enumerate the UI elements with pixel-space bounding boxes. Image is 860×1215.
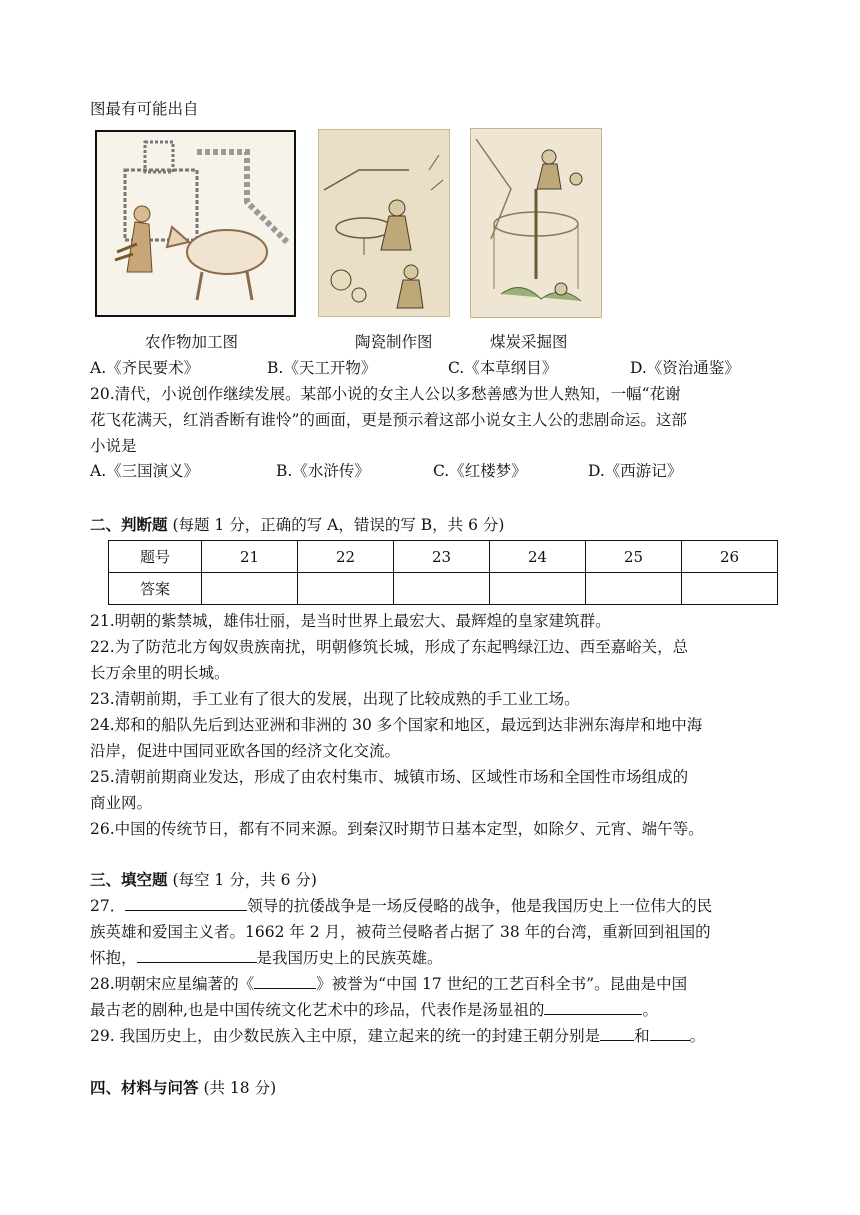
porcelain-making-illustration: [318, 129, 450, 317]
q29-middle: 和: [634, 1027, 650, 1045]
q28-line-1: [90, 972, 687, 994]
q20-line-2: 花飞花满天，红消香断有谁怜”的画面，更是预示着这部小说女主人公的悲剧命运。这部: [90, 411, 687, 429]
q19-option-b[interactable]: B.《天工开物》: [267, 359, 377, 377]
q20-option-a[interactable]: A.《三国演义》: [90, 462, 200, 480]
q19-stem-tail: 图最有可能出自: [90, 100, 199, 118]
q27-l3-suffix: 是我国历史上的民族英雄。: [256, 949, 443, 967]
answer-cell-24[interactable]: [490, 573, 586, 605]
q28-suffix: 》被誉为“中国 17 世纪的工艺百科全书”。昆曲是中国: [316, 975, 688, 993]
q26-line-1: 26.中国的传统节日，都有不同来源。到秦汉时期节日基本定型，如除夕、元宵、端午等。: [90, 820, 704, 838]
q22-line-1: 22.为了防范北方匈奴贵族南扰，明朝修筑长城，形成了东起鸭绿江边、西至嘉峪关，总: [90, 638, 689, 656]
q28-l2-prefix: 最古老的剧种,也是中国传统文化艺术中的珍品，代表作是汤显祖的: [90, 1001, 545, 1019]
section3-title: 三、填空题: [90, 870, 168, 889]
q29-line-1: [90, 1024, 705, 1046]
table-row: [109, 573, 778, 605]
q27-line-3: [90, 946, 443, 968]
q20-option-d[interactable]: D.《西游记》: [588, 462, 683, 480]
answer-cell-25[interactable]: [586, 573, 682, 605]
table-number-cell: 22: [298, 541, 394, 573]
q21-line-1: 21.明朝的紫禁城，雄伟壮丽，是当时世界上最宏大、最辉煌的皇家建筑群。: [90, 612, 611, 630]
table-number-cell: 26: [682, 541, 778, 573]
q27-blank-2[interactable]: [137, 948, 257, 963]
q20-option-c[interactable]: C.《红楼梦》: [433, 462, 527, 480]
q24-line-1: 24.郑和的船队先后到达亚洲和非洲的 30 多个国家和地区，最远到达非洲东海岸和地中海: [90, 716, 703, 734]
q20-option-b[interactable]: B.《水浒传》: [276, 462, 370, 480]
answer-cell-26[interactable]: [682, 573, 778, 605]
coal-mining-illustration: [470, 128, 602, 318]
table-header-label: 题号: [109, 541, 202, 573]
table-row: [109, 541, 778, 573]
q29-blank-1[interactable]: [600, 1026, 634, 1041]
section2-title: 二、判断题: [90, 515, 168, 534]
section2-note: (每题 1 分，正确的写 A，错误的写 B，共 6 分): [167, 516, 505, 534]
q29-suffix: 。: [689, 1027, 706, 1045]
section3-heading: [90, 868, 317, 890]
judgment-answer-table: [108, 540, 778, 605]
q25-line-2: 商业网。: [90, 794, 153, 812]
q29-prefix: 29. 我国历史上，由少数民族入主中原，建立起来的统一的封建王朝分别是: [90, 1027, 601, 1045]
q27-line-2: 族英雄和爱国主义者。1662 年 2 月，被荷兰侵略者占据了 38 年的台湾，重新回到祖国的: [90, 923, 711, 941]
q19-option-a[interactable]: A.《齐民要术》: [90, 359, 200, 377]
table-number-cell: 24: [490, 541, 586, 573]
answer-cell-23[interactable]: [394, 573, 490, 605]
q22-line-2: 长万余里的明长城。: [90, 664, 230, 682]
q25-line-1: 25.清朝前期商业发达，形成了由农村集市、城镇市场、区域性市场和全国性市场组成的: [90, 768, 689, 786]
answer-cell-22[interactable]: [298, 573, 394, 605]
caption-coal: 煤炭采掘图: [490, 333, 568, 351]
q28-prefix: 28.明朝宋应星编著的《: [90, 975, 255, 993]
table-number-cell: 25: [586, 541, 682, 573]
caption-porcelain: 陶瓷制作图: [355, 333, 433, 351]
q20-line-1: 20.清代，小说创作继续发展。某部小说的女主人公以多愁善感为世人熟知，一幅“花谢: [90, 385, 681, 403]
q19-option-d[interactable]: D.《资治通鉴》: [630, 359, 740, 377]
q24-line-2: 沿岸，促进中国同亚欧各国的经济文化交流。: [90, 742, 401, 760]
q27-line-1: [90, 894, 712, 916]
q23-line-1: 23.清朝前期，手工业有了很大的发展，出现了比较成熟的手工业工场。: [90, 690, 580, 708]
answer-cell-21[interactable]: [202, 573, 298, 605]
q27-l3-prefix: 怀抱，: [90, 949, 137, 967]
q28-blank-2[interactable]: [544, 1000, 642, 1015]
q27-blank-1[interactable]: [125, 896, 247, 911]
q27-prefix: 27．: [90, 897, 126, 915]
section2-heading: [90, 513, 504, 535]
q19-option-c[interactable]: C.《本草纲目》: [448, 359, 558, 377]
table-answer-label: 答案: [109, 573, 202, 605]
farm-processing-illustration: [95, 130, 296, 317]
q28-blank-1[interactable]: [254, 974, 316, 989]
section4-heading: [90, 1076, 276, 1098]
section3-note: (每空 1 分，共 6 分): [167, 871, 317, 889]
q29-blank-2[interactable]: [650, 1026, 690, 1041]
q28-l2-suffix: 。: [642, 1001, 658, 1019]
q28-line-2: [90, 998, 658, 1020]
section4-note: (共 18 分): [198, 1079, 277, 1097]
q27-suffix: 领导的抗倭战争是一场反侵略的战争，他是我国历史上一位伟大的民: [247, 897, 713, 915]
q20-line-3: 小说是: [90, 437, 137, 455]
caption-farm: 农作物加工图: [145, 333, 239, 351]
table-number-cell: 21: [202, 541, 298, 573]
table-number-cell: 23: [394, 541, 490, 573]
section4-title: 四、材料与问答: [90, 1078, 199, 1097]
